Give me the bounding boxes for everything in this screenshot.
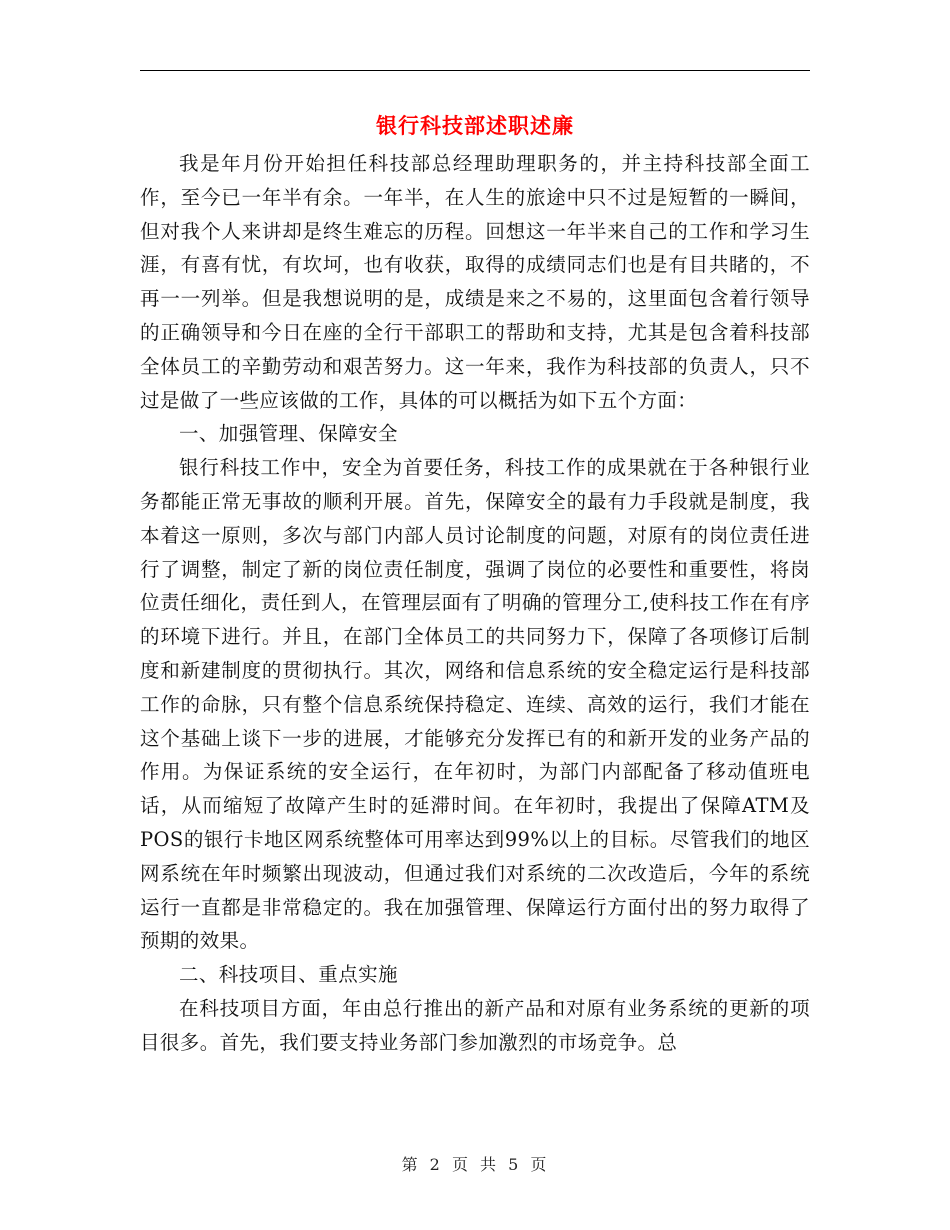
- section-1-paragraph: 银行科技工作中，安全为首要任务，科技工作的成果就在于各种银行业务都能正常无事故的顺利开展。首先，保障安全的最有力手段就是制度，我本着这一原则，多次与部门内部人员讨论制度的问题，对原有的岗位责任进行了调整，制定了新的岗位责任制度，强调了岗位的必要性和重要性，将岗位责任细化，责任到人，在管理层面有了明确的管理分工,使科技工作在有序的环境下进行。并且，在部门全体员工的共同努力下，保障了各项修订后制度和新建制度的贯彻执行。其次，网络和信息系统的安全稳定运行是科技部工作的命脉，只有整个信息系统保持稳定、连续、高效的运行，我们才能在这个基础上谈下一步的进展，才能够充分发挥已有的和新开发的业务产品的作用。为保证系统的安全运行，在年初时，为部门内部配备了移动值班电话，从而缩短了故障产生时的延滞时间。在年初时，我提出了保障ATM及POS的银行卡地区网系统整体可用率达到99%以上的目标。尽管我们的地区网系统在年时频繁出现波动，但通过我们对系统的二次改造后，今年的系统运行一直都是非常稳定的。我在加强管理、保障运行方面付出的努力取得了预期的效果。: [140, 456, 810, 953]
- section-heading-2: 二、科技项目、重点实施: [179, 963, 398, 987]
- document-body: [140, 147, 810, 1060]
- intro-paragraph: 我是年月份开始担任科技部总经理助理职务的，并主持科技部全面工作，至今已一年半有余。一年半，在人生的旅途中只不过是短暂的一瞬间，但对我个人来讲却是终生难忘的历程。回想这一年半来自己的工作和学习生涯，有喜有忧，有坎坷，也有收获，取得的成绩同志们也是有目共睹的，不再一一列举。但是我想说明的是，成绩是来之不易的，这里面包含着行领导的正确领导和今日在座的全行干部职工的帮助和支持，尤其是包含着科技部全体员工的辛勤劳动和艰苦努力。这一年来，我作为科技部的负责人，只不过是做了一些应该做的工作，具体的可以概括为如下五个方面：: [140, 152, 810, 412]
- page-number-footer: 第 2 页 共 5 页: [401, 1155, 549, 1174]
- section-2-paragraph: 在科技项目方面，年由总行推出的新产品和对原有业务系统的更新的项目很多。首先，我们要支持业务部门参加激烈的市场竞争。总: [140, 996, 810, 1054]
- header-rule: [140, 70, 810, 71]
- section-heading-1: 一、加强管理、保障安全: [179, 422, 398, 446]
- page-title: 银行科技部述职述廉: [376, 113, 574, 138]
